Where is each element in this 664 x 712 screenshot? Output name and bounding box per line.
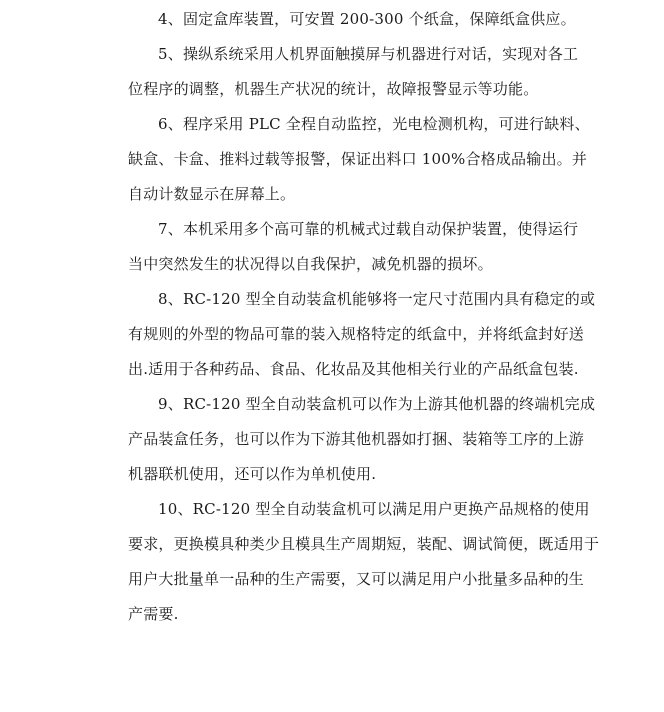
- text-line: 位程序的调整，机器生产状况的统计，故障报警显示等功能。: [128, 80, 539, 98]
- text-line: 要求，更换模具种类少且模具生产周期短，装配、调试简便，既适用于: [128, 535, 600, 553]
- text-line: 5、操纵系统采用人机界面触摸屏与机器进行对话，实现对各工: [158, 45, 579, 63]
- text-line: 6、程序采用 PLC 全程自动监控，光电检测机构，可进行缺料、: [158, 115, 590, 133]
- paragraph-item-10: [98, 492, 600, 632]
- text-line: 产需要.: [128, 605, 179, 623]
- paragraph-item-7: [98, 212, 579, 282]
- text-line: 自动计数显示在屏幕上。: [128, 185, 296, 203]
- text-line: 产品装盒任务，也可以作为下游其他机器如打捆、装箱等工序的上游: [128, 430, 585, 448]
- text-line: 机器联机使用，还可以作为单机使用.: [128, 465, 377, 483]
- text-line: 7、本机采用多个高可靠的机械式过载自动保护装置，使得运行: [158, 220, 579, 238]
- text-line: 有规则的外型的物品可靠的装入规格特定的纸盒中，并将纸盒封好送: [128, 325, 585, 343]
- paragraph-item-8: [98, 282, 596, 387]
- paragraph-item-5: [98, 37, 579, 107]
- text-line: 8、RC-120 型全自动装盒机能够将一定尺寸范围内具有稳定的或: [158, 290, 596, 308]
- text-line: 4、固定盒库装置，可安置 200-300 个纸盒，保障纸盒供应。: [158, 10, 576, 28]
- text-line: 10、RC-120 型全自动装盒机可以满足用户更换产品规格的使用: [158, 500, 590, 518]
- document-page: [98, 2, 600, 632]
- text-line: 用户大批量单一品种的生产需要，又可以满足用户小批量多品种的生: [128, 570, 585, 588]
- text-line: 出.适用于各种药品、食品、化妆品及其他相关行业的产品纸盒包装.: [128, 360, 579, 378]
- text-line: 9、RC-120 型全自动装盒机可以作为上游其他机器的终端机完成: [158, 395, 596, 413]
- paragraph-item-9: [98, 387, 596, 492]
- text-line: 缺盒、卡盒、推料过载等报警，保证出料口 100%合格成品输出。并: [128, 150, 588, 168]
- paragraph-item-6: [98, 107, 590, 212]
- text-line: 当中突然发生的状况得以自我保护，减免机器的损坏。: [128, 255, 493, 273]
- paragraph-item-4: [98, 2, 576, 37]
